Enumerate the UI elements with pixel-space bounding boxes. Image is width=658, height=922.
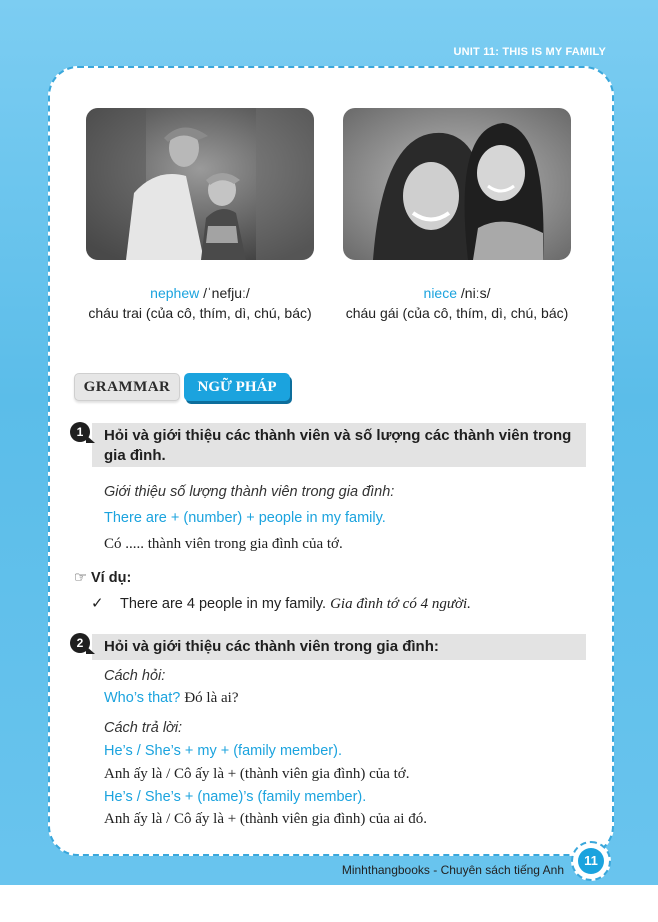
section-2-title: Hỏi và giới thiệu các thành viên trong gia đình:	[104, 638, 439, 655]
grammar-label: GRAMMAR	[74, 373, 180, 401]
vocab-word: nephew	[150, 285, 200, 301]
niece-caption	[327, 283, 587, 323]
vocab-meaning: cháu trai (của cô, thím, dì, chú, bác)	[88, 305, 312, 321]
section-2-number: 2	[70, 633, 90, 653]
ask-en: Who’s that?	[104, 690, 181, 706]
nephew-photo	[86, 108, 314, 260]
publisher-text: Minhthangbooks - Chuyên sách tiếng Anh	[341, 863, 564, 877]
section-1-intro: Giới thiệu số lượng thành viên trong gia đình:	[104, 484, 395, 500]
example-sentence	[120, 594, 471, 614]
nephew-caption	[70, 283, 330, 323]
pointing-hand-icon: ☞	[74, 570, 87, 586]
vocab-meaning: cháu gái (của cô, thím, dì, chú, bác)	[345, 305, 569, 321]
answer-1-vi: Anh ấy là / Cô ấy là + (thành viên gia đình) của tớ.	[104, 766, 410, 782]
section-1-title: Hỏi và giới thiệu các thành viên và số lượng các thành viên trong gia đình.	[104, 427, 572, 464]
ask-label: Cách hỏi:	[104, 668, 166, 684]
example-en: There are 4 people in my family.	[120, 596, 327, 612]
section-1-pattern: There are + (number) + people in my family.	[104, 510, 386, 526]
unit-title: UNIT 11: THIS IS MY FAMILY	[453, 46, 606, 58]
answer-2-en: He’s / She’s + (name)’s (family member).	[104, 789, 367, 805]
answer-1-en: He’s / She’s + my + (family member).	[104, 743, 342, 759]
vocab-ipa: /ˈnefjuː/	[203, 285, 250, 301]
ask-line	[104, 688, 238, 708]
ask-vi: Đó là ai?	[184, 690, 239, 706]
page-badge	[571, 841, 611, 881]
page-number: 11	[578, 848, 604, 874]
example-label: Ví dụ:	[91, 570, 132, 586]
section-1-number: 1	[70, 422, 90, 442]
vocab-ipa: /niːs/	[460, 285, 491, 301]
ngu-phap-label: NGỮ PHÁP	[184, 373, 290, 401]
answer-2-vi: Anh ấy là / Cô ấy là + (thành viên gia đình) của ai đó.	[104, 811, 427, 827]
niece-photo	[343, 108, 571, 260]
check-icon: ✓	[91, 595, 104, 612]
section-1-pattern-vi: Có ..... thành viên trong gia đình của tớ.	[104, 536, 343, 552]
example-vi: Gia đình tớ có 4 người.	[330, 596, 471, 612]
footer-strip	[0, 885, 658, 922]
vocab-word: niece	[423, 285, 457, 301]
example-heading	[74, 568, 131, 588]
answer-label: Cách trả lời:	[104, 720, 183, 736]
